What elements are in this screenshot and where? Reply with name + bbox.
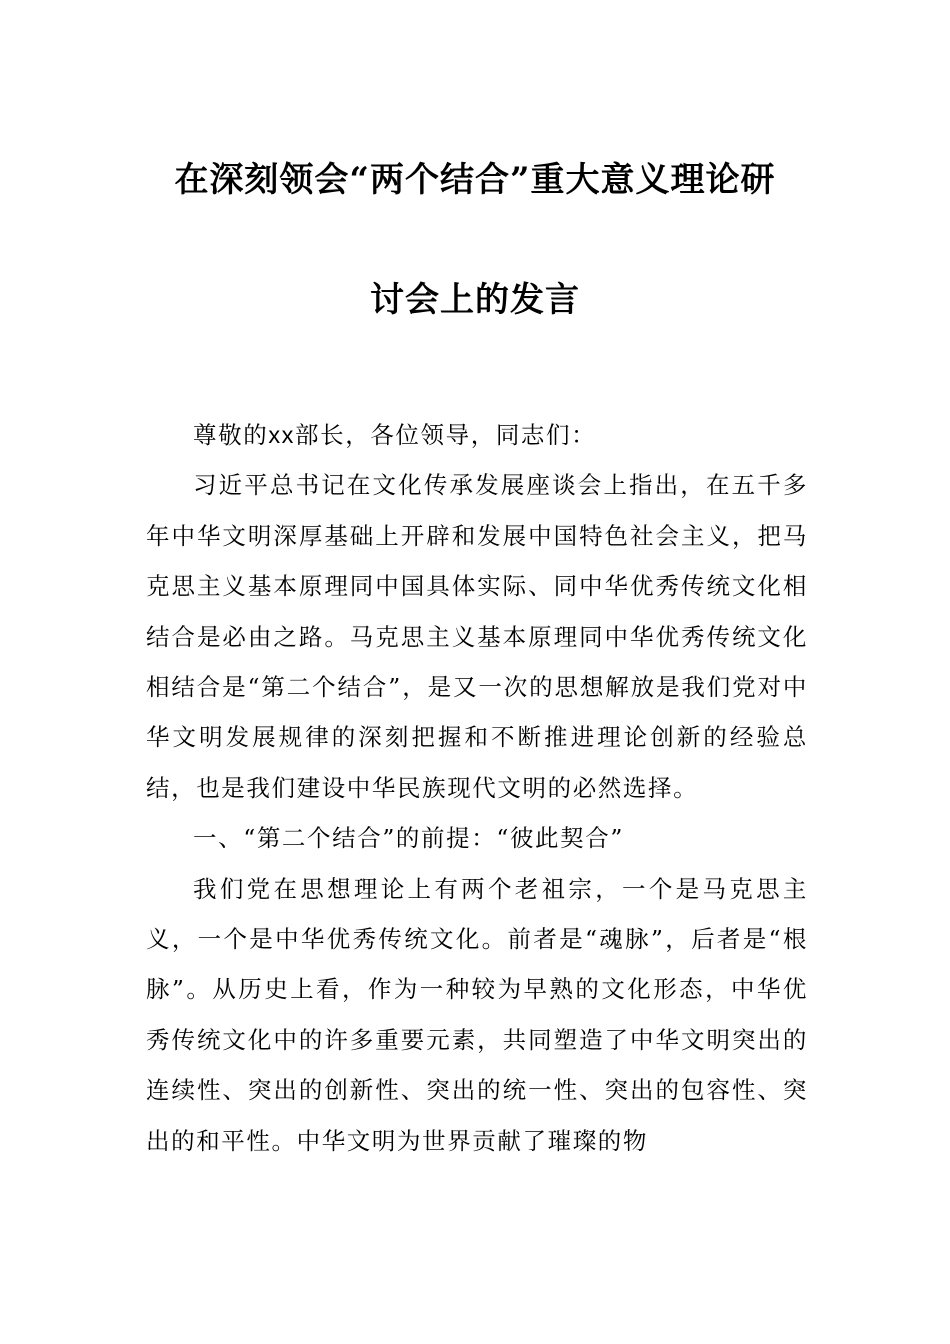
document-title-line-2: 讨会上的发言 bbox=[370, 280, 580, 320]
section-1-paragraph: 我们党在思想理论上有两个老祖宗，一个是马克思主义，一个是中华优秀传统文化。前者是“魂脉”，后者是“根脉”。从历史上看，作为一种较为早熟的文化形态，中华优秀传统文化中的许多重要元素，共同塑造了中华文明突出的连续性、突出的创新性、突出的统一性、突出的包容性、突出的和平性。中华文明为世界贡献了璀璨的物 bbox=[146, 874, 808, 1155]
document-title-line-1: 在深刻领会“两个结合”重大意义理论研 bbox=[174, 160, 776, 200]
section-heading-1: 一、“第二个结合”的前提：“彼此契合” bbox=[193, 824, 624, 853]
salutation-placeholder: xx bbox=[268, 422, 296, 448]
intro-paragraph: 习近平总书记在文化传承发展座谈会上指出，在五千多年中华文明深厚基础上开辟和发展中国特色社会主义，把马克思主义基本原理同中国具体实际、同中华优秀传统文化相结合是必由之路。马克思主义基本原理同中华优秀传统文化相结合是“第二个结合”，是又一次的思想解放是我们党对中华文明发展规律的深刻把握和不断推进理论创新的经验总结，也是我们建设中华民族现代文明的必然选择。 bbox=[146, 471, 808, 802]
salutation-prefix: 尊敬的 bbox=[193, 421, 269, 449]
salutation bbox=[146, 410, 808, 460]
document-body bbox=[146, 410, 808, 1166]
salutation-suffix: 部长，各位领导，同志们： bbox=[295, 421, 597, 449]
